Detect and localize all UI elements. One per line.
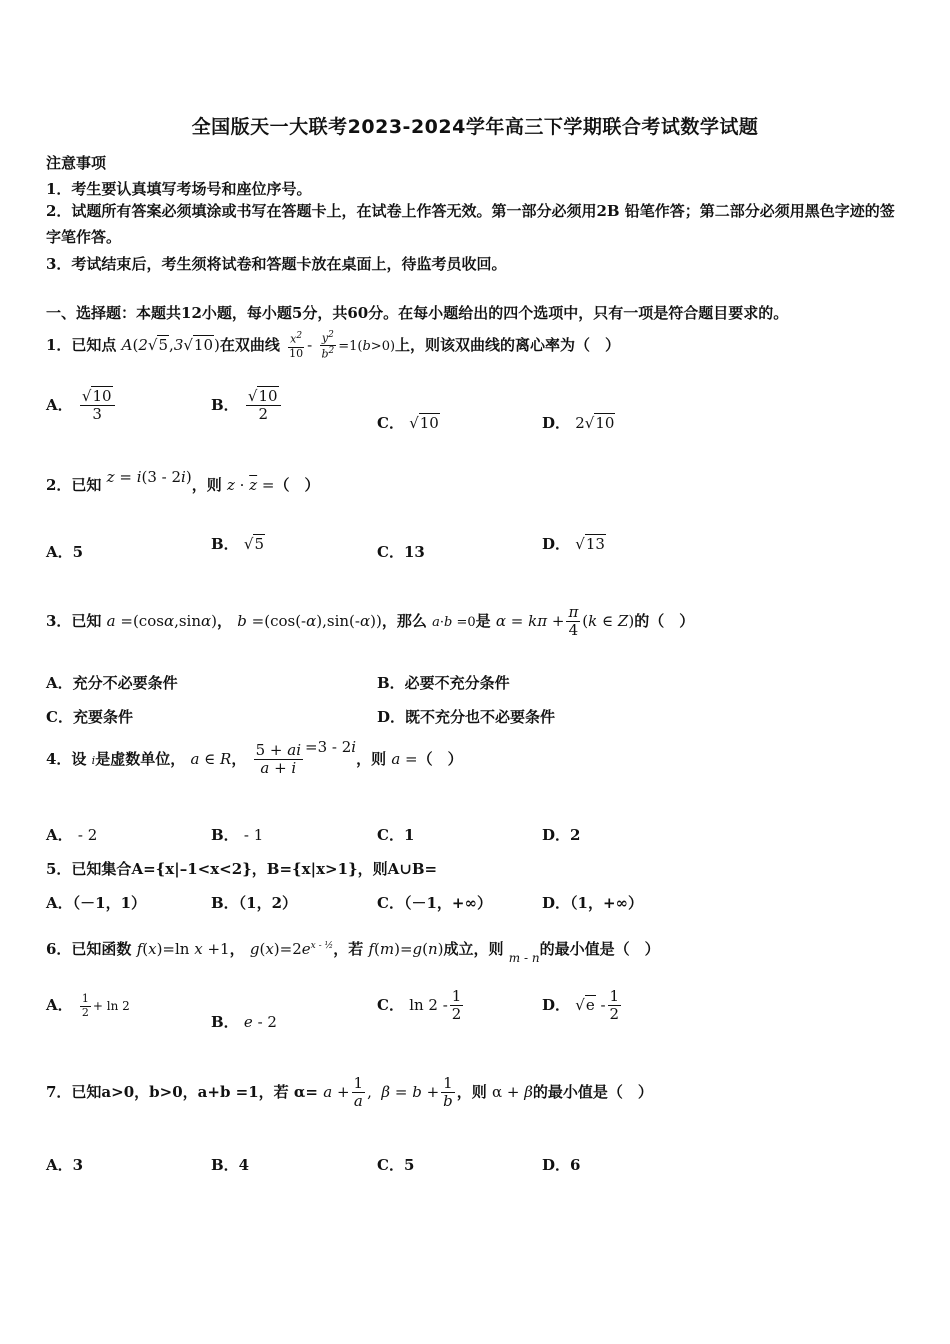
notice-heading: 注意事项 [46,154,107,172]
q4-option-c[interactable]: C．1 [377,826,415,844]
q1-option-c[interactable]: C． √10 [377,414,439,432]
q5-option-b[interactable]: B．（1，2） [211,894,298,912]
page-title: 全国版天一大联考2023-2024学年高三下学期联合考试数学试题 [191,116,759,138]
q6-option-b[interactable]: B． e - 2 [211,1013,277,1031]
question-1: 1．已知点 A(2√5,3√10)在双曲线 $\frac{x^2}{10}$ - $\frac{y^2}{b^2}$ =1(b>0)上，则该双曲线的离心率为（ ） [46,330,621,361]
q2-option-d[interactable]: D． √13 [542,535,605,553]
q1-point: A(2√5,3√10) [121,335,220,354]
notice-item-2: 2．试题所有答案必须填涂或书写在答题卡上，在试卷上作答无效。第一部分必须用2B 铅笔作答；第二部分必须用黑色字迹的签字笔作答。 [46,202,895,246]
question-4: 4．设 i是虚数单位， a ∈ R， $\frac{5 + ai}{a + i}$ =3 - 2i，则 a =（ ） [46,737,463,778]
q2-option-a[interactable]: A．5 [46,543,84,561]
q3-option-d[interactable]: D．既不充分也不必要条件 [377,708,556,726]
question-6: 6．已知函数 f(x)=ln x +1， $g(x)=2e^{x - \frac{1}{2}}$，若 f(m)=g(n)成立，则 $_{m - n}$的最小值是（ ） [46,940,660,965]
q4-option-b[interactable]: B． - 1 [211,826,264,844]
q5-option-d[interactable]: D．（1，+∞） [542,894,644,912]
notice-item-1: 1．考生要认真填写考场号和座位序号。 [46,180,312,198]
q5-option-c[interactable]: C．（－1，+∞） [377,894,492,912]
q1-option-b[interactable]: B． $\frac{√10}{2}$ [211,388,283,424]
q7-option-d[interactable]: D．6 [542,1156,581,1174]
q7-option-b[interactable]: B．4 [211,1156,250,1174]
question-5: 5．已知集合A={x|–1<x<2}，B={x|x>1}，则A∪B= [46,860,438,878]
question-7: 7．已知a>0，b>0，a+b =1，若 α= a + $\frac{1}{a}$ , β = b + $\frac{1}{b}$ ，则 α + β的最小值是（ ） [46,1074,653,1111]
q6-option-c[interactable]: C． ln 2 - $\frac{1}{2}$ [377,987,462,1024]
q1-option-d[interactable]: D． 2√10 [542,414,615,432]
q3-option-b[interactable]: B．必要不充分条件 [377,674,510,692]
q3-option-c[interactable]: C．充要条件 [46,708,133,726]
q4-option-a[interactable]: A． - 2 [46,826,98,844]
q3-option-a[interactable]: A．充分不必要条件 [46,674,178,692]
q1-option-a[interactable]: A． $\frac{√10}{3}$ [46,388,117,424]
q6-option-a[interactable]: A． $\frac{1}{2}$ + ln 2 [46,992,130,1019]
q7-option-a[interactable]: A．3 [46,1156,84,1174]
q4-option-d[interactable]: D．2 [542,826,581,844]
question-2: 2．已知 z = i(3 - 2i)，则 $z \cdot \overline{z}$ =（ ） [46,468,320,494]
q2-option-c[interactable]: C．13 [377,543,425,561]
q2-option-b[interactable]: B． √5 [211,535,265,553]
q5-option-a[interactable]: A．（－1，1） [46,894,147,912]
q6-option-d[interactable]: D． √e - $\frac{1}{2}$ [542,987,620,1024]
section-heading: 一、选择题：本题共12小题，每小题5分，共60分。在每小题给出的四个选项中，只有一项是符合题目要求的。 [46,304,789,322]
notice-item-3: 3．考试结束后，考生须将试卷和答题卡放在桌面上，待监考员收回。 [46,255,507,273]
question-3: 3．已知 a =(cosα,sinα)， b =(cos(-α),sin(-α))，那么 a·b =0是 α = kπ + $\frac{\pi}{4}$ (k ∈ Z)的（ ） [46,603,695,640]
q7-option-c[interactable]: C．5 [377,1156,415,1174]
